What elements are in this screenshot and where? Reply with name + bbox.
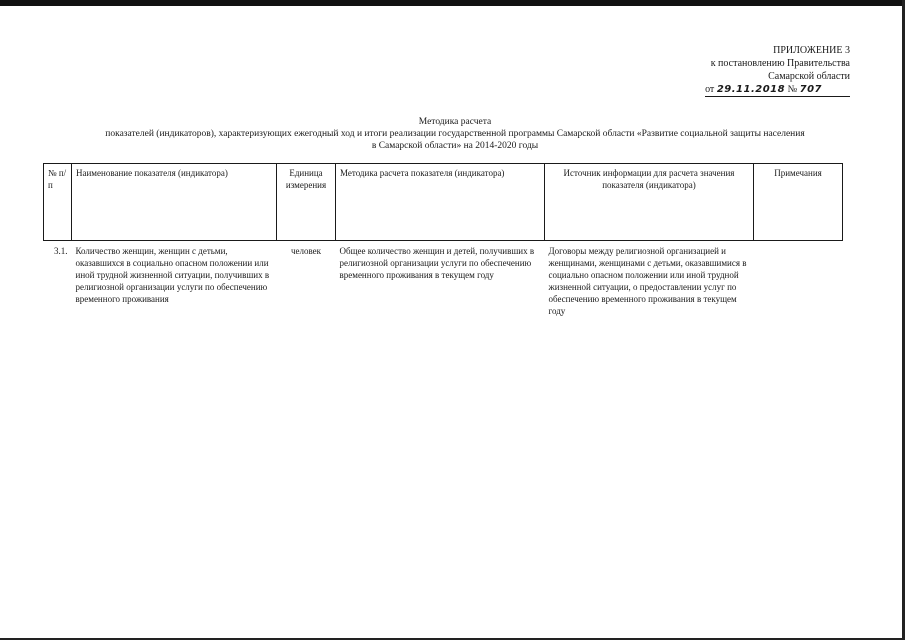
cell-method: Общее количество женщин и детей, получивших в религиозной организации услуги по обеспечению временного проживания в текущем году [339, 246, 535, 280]
indicators-table [43, 163, 843, 317]
handwritten-number: 707 [799, 84, 822, 95]
document-title [40, 116, 870, 152]
order-reference [705, 83, 850, 97]
header-num: № п/п [44, 164, 72, 241]
header-method: Методика расчета показателя (индикатора) [336, 164, 545, 241]
header-source: Источник информации для расчета значения показателя (индикатора) [545, 164, 754, 241]
date-prefix: от [705, 84, 715, 95]
cell-num: 3.1. [54, 246, 68, 256]
table-row [44, 241, 843, 318]
header-unit: Единица измерения [277, 164, 336, 241]
cell-notes [754, 241, 843, 318]
table-header-row [44, 164, 843, 241]
appendix-date-line [705, 83, 850, 97]
cell-name: Количество женщин, женщин с детьми, оказавшихся в социально опасном положении или иной трудной жизненной ситуации, получивших в религиозной организации услуги по обеспечению временного проживания [75, 246, 270, 304]
handwritten-date: 29.11.2018 [716, 84, 786, 95]
title-line-3: в Самарской области» на 2014-2020 годы [371, 141, 539, 151]
title-line-1: Методика расчета [418, 117, 492, 127]
appendix-line-2: Самарской области [768, 71, 850, 82]
cell-unit: человек [290, 246, 322, 256]
number-prefix: № [787, 84, 798, 95]
header-name: Наименование показателя (индикатора) [72, 164, 277, 241]
scan-top-border [0, 0, 905, 6]
appendix-line-1: к постановлению Правительства [710, 58, 850, 69]
cell-source: Договоры между религиозной организацией и женщинами, женщинами с детьми, оказавшимися в социально опасном положении или иной трудной жизненной ситуации, о предоставлении услуг по обеспечению временного проживания в текущем году [548, 246, 747, 316]
appendix-title: ПРИЛОЖЕНИЕ 3 [773, 45, 850, 56]
header-notes: Примечания [754, 164, 843, 241]
appendix-header [705, 44, 850, 97]
title-line-2: показателей (индикаторов), характеризующих ежегодный ход и итоги реализации государственной программы Самарской области «Развитие социальной защиты населения [105, 129, 805, 139]
